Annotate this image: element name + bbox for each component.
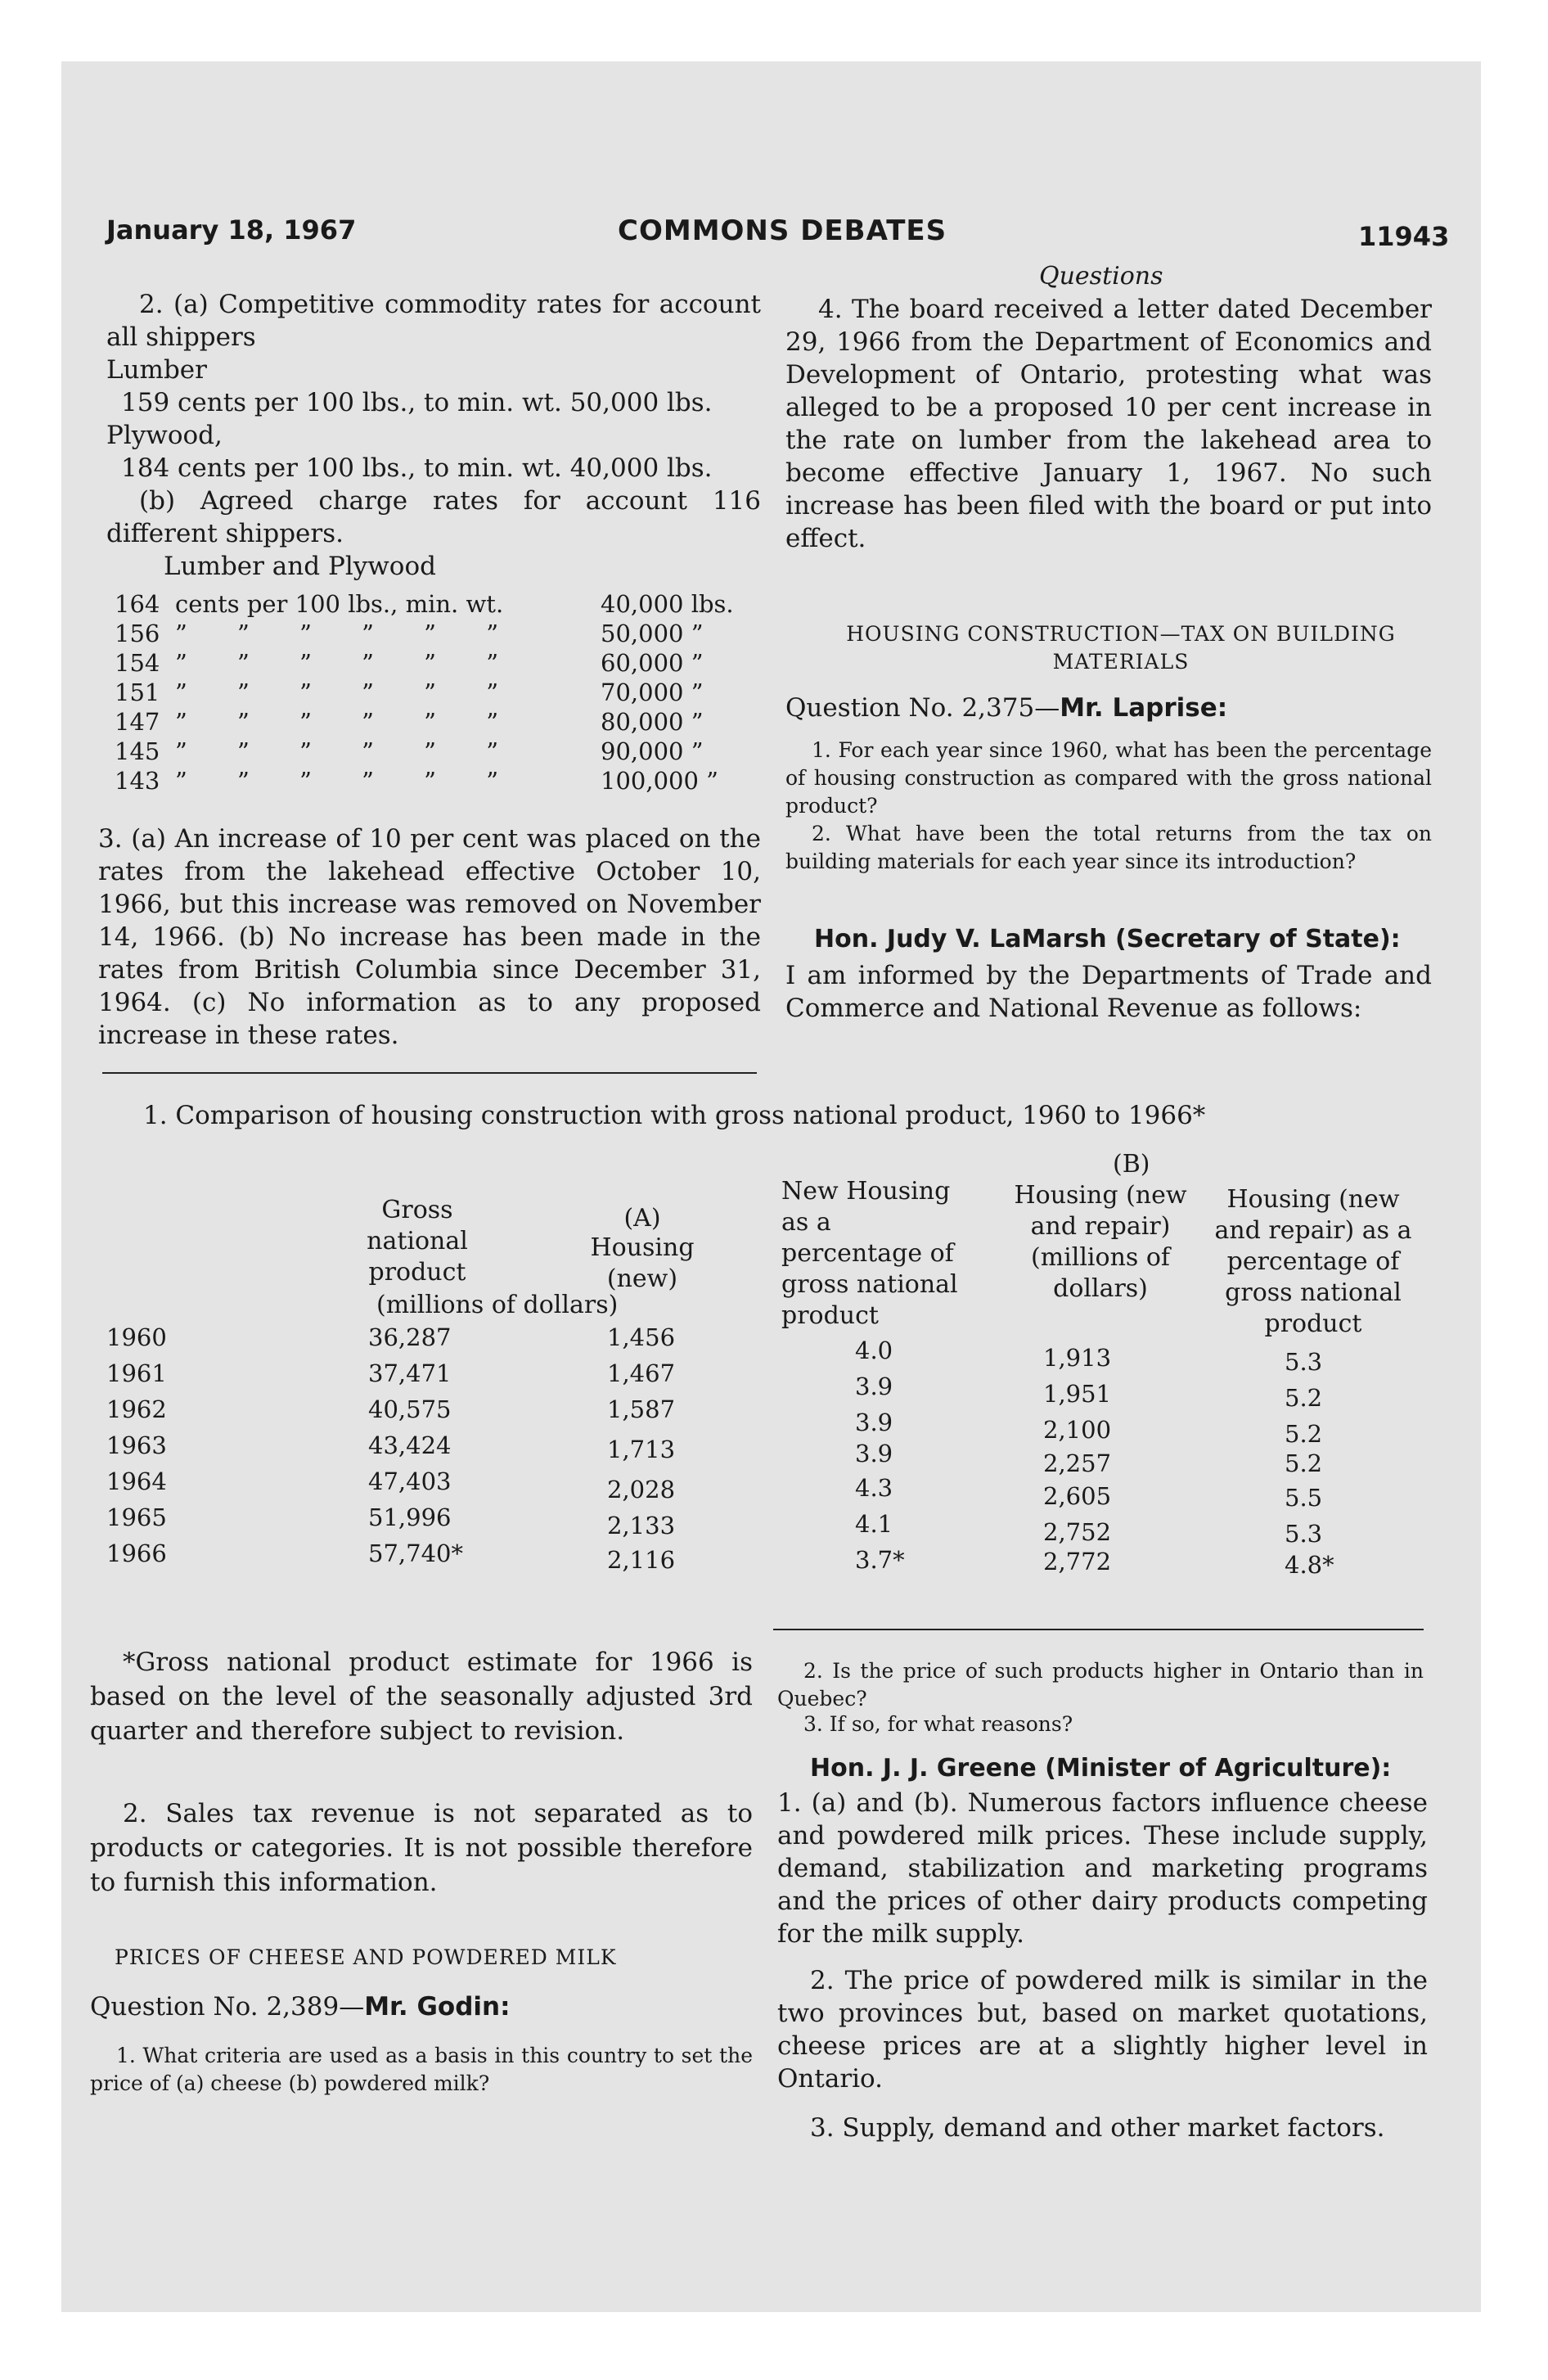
rate-middle: ” ” ” ” ” ” <box>175 737 520 765</box>
cell-year: 1962 <box>106 1395 167 1423</box>
header-a: Housing (new) <box>590 1233 695 1293</box>
cell-a: 1,456 <box>607 1323 676 1351</box>
header-a-label: (A) <box>623 1204 661 1233</box>
cell-pct-new: 4.3 <box>855 1474 893 1502</box>
cell-b: 1,913 <box>1043 1344 1112 1372</box>
rate-cents: 164 <box>115 590 160 618</box>
cell-pct-new: 4.0 <box>855 1336 893 1364</box>
rate-middle: ” ” ” ” ” ” <box>175 620 520 647</box>
plywood-rate: 184 cents per 100 lbs., to min. wt. 40,000 lbs. <box>121 453 713 483</box>
gnp-footnote: *Gross national product estimate for 1966 is based on the level of the seasonally adjusted 3rd quarter and therefore subject to revision. <box>90 1648 753 1746</box>
rate-cents: 156 <box>115 620 160 647</box>
header-units: (millions of dollars) <box>376 1291 619 1319</box>
rate-middle: ” ” ” ” ” ” <box>175 649 520 677</box>
questions-label: Questions <box>1039 262 1163 291</box>
rate-row <box>115 648 753 678</box>
rate-row <box>115 766 753 796</box>
cell-pct-all: 5.2 <box>1285 1420 1323 1448</box>
item-3: 3. (a) An increase of 10 per cent was placed on the rates from the lakehead effective October 10, 1966, but this increase was removed on November 14, 1966. (b) No increase has been made in the rates from British Columbia since December 31, 1964. (c) No information as to any proposed increase in these rates. <box>98 824 761 1050</box>
answer-speaker: Hon. Judy V. LaMarsh (Secretary of State): <box>814 925 1401 953</box>
plywood-label: Plywood, <box>106 421 223 450</box>
lumber-label: Lumber <box>106 355 207 385</box>
question-prefix: Question No. 2,375— <box>785 693 1060 723</box>
question-prefix: Question No. 2,389— <box>90 1992 365 2022</box>
cell-pct-new: 3.9 <box>855 1440 893 1467</box>
question-2375 <box>785 692 1432 724</box>
rate-middle: ” ” ” ” ” ” <box>175 708 520 736</box>
question-2389 <box>90 1990 511 2023</box>
rate-row <box>115 589 753 619</box>
answer-2-cheese: 2. The price of powdered milk is similar in the two provinces but, based on market quotations, cheese prices are at a slightly higher level in Ontario. <box>777 1966 1428 2094</box>
rate-weight: 100,000 ” <box>601 767 718 795</box>
question-2-cheese: 2. Is the price of such products higher in Ontario than in Quebec? <box>777 1659 1424 1711</box>
cell-pct-new: 4.1 <box>855 1510 893 1538</box>
cell-year: 1960 <box>106 1323 167 1351</box>
header-pct-new: New Housing as a percentage of gross national product <box>781 1177 958 1330</box>
header-b-label: (B) <box>1113 1150 1150 1179</box>
left-top-column <box>106 288 761 583</box>
cell-b: 2,752 <box>1043 1518 1112 1546</box>
cell-pct-all: 5.2 <box>1285 1384 1323 1412</box>
cell-year: 1965 <box>106 1503 167 1531</box>
rate-cents: 147 <box>115 708 160 736</box>
cell-gnp: 51,996 <box>368 1503 452 1531</box>
question-asker: Mr. Laprise: <box>1060 693 1228 723</box>
cell-a: 2,028 <box>607 1476 676 1503</box>
greene-speaker: Hon. J. J. Greene (Minister of Agriculture): <box>810 1754 1392 1783</box>
item-2b: (b) Agreed charge rates for account 116 different shippers. <box>106 486 761 548</box>
item-4: 4. The board received a letter dated December 29, 1966 from the Department of Economics and Development of Ontario, protesting what was alleged to be a proposed 10 per cent increase in the rate on lumber from the lakehead area to become effective January 1, 1967. No such increase has been filed with the board or put into effect. <box>785 295 1432 553</box>
rate-row <box>115 678 753 707</box>
cell-a: 2,116 <box>607 1546 676 1574</box>
item-2-sales-tax: 2. Sales tax revenue is not separated as to products or categories. It is not possible therefore to furnish this information. <box>90 1799 753 1897</box>
cell-pct-all: 4.8* <box>1285 1551 1334 1579</box>
cell-gnp: 37,471 <box>368 1359 452 1387</box>
cell-year: 1963 <box>106 1431 167 1459</box>
cell-gnp: 47,403 <box>368 1467 452 1495</box>
rate-cents: 151 <box>115 678 160 706</box>
cell-year: 1961 <box>106 1359 167 1387</box>
rate-cents: 154 <box>115 649 160 677</box>
item-2a: 2. (a) Competitive commodity rates for account all shippers <box>106 290 761 352</box>
cell-gnp: 40,575 <box>368 1395 452 1423</box>
cell-year: 1964 <box>106 1467 167 1495</box>
rate-weight: 60,000 ” <box>601 649 704 677</box>
rate-weight: 80,000 ” <box>601 708 704 736</box>
question-3-cheese: 3. If so, for what reasons? <box>803 1712 1073 1736</box>
cheese-section-title: PRICES OF CHEESE AND POWDERED MILK <box>115 1945 617 1969</box>
cell-a: 1,713 <box>607 1436 676 1463</box>
housing-section-title: HOUSING CONSTRUCTION—TAX ON BUILDING MATERIALS <box>846 622 1396 674</box>
cell-pct-all: 5.3 <box>1285 1520 1323 1548</box>
table-caption: 1. Comparison of housing construction with gross national product, 1960 to 1966* <box>143 1101 1206 1130</box>
rate-middle: ” ” ” ” ” ” <box>175 767 520 795</box>
rate-weight: 90,000 ” <box>601 737 704 765</box>
rate-middle: ” ” ” ” ” ” <box>175 678 520 706</box>
cell-b: 2,605 <box>1043 1482 1112 1510</box>
question-2: 2. What have been the total returns from the tax on building materials for each year since its introduction? <box>785 822 1432 873</box>
question-asker: Mr. Godin: <box>364 1992 511 2022</box>
cell-a: 1,587 <box>607 1395 676 1423</box>
cell-pct-all: 5.3 <box>1285 1348 1323 1376</box>
rate-row <box>115 707 753 737</box>
cell-a: 1,467 <box>607 1359 676 1387</box>
cell-pct-new: 3.9 <box>855 1373 893 1400</box>
page-date: January 18, 1967 <box>106 214 357 246</box>
lumber-rate: 159 cents per 100 lbs., to min. wt. 50,000 lbs. <box>121 388 713 417</box>
cell-pct-new: 3.9 <box>855 1409 893 1436</box>
cell-gnp: 57,740* <box>368 1539 463 1567</box>
cell-b: 2,772 <box>1043 1548 1112 1575</box>
cell-gnp: 43,424 <box>368 1431 452 1459</box>
header-b: Housing (new and repair) (millions of dollars) <box>1014 1181 1187 1303</box>
cell-pct-all: 5.2 <box>1285 1449 1323 1477</box>
lumber-plywood-label: Lumber and Plywood <box>164 552 436 581</box>
left-divider <box>102 1072 757 1074</box>
rate-cents: 145 <box>115 737 160 765</box>
rate-row <box>115 737 753 766</box>
rate-weight: 40,000 lbs. <box>601 590 734 618</box>
cell-a: 2,133 <box>607 1512 676 1539</box>
answer-1-cheese: 1. (a) and (b). Numerous factors influence cheese and powdered milk prices. These include supply, demand, stabilization and marketing programs and the prices of other dairy products competing for the milk supply. <box>777 1788 1428 1949</box>
cell-b: 2,100 <box>1043 1416 1112 1444</box>
header-pct-all: Housing (new and repair) as a percentage of gross national product <box>1214 1185 1412 1338</box>
page-number: 11943 <box>1358 221 1450 252</box>
cell-b: 1,951 <box>1043 1380 1112 1408</box>
cell-b: 2,257 <box>1043 1449 1112 1477</box>
rate-middle: cents per 100 lbs., min. wt. <box>175 590 504 618</box>
rate-cents: 143 <box>115 767 160 795</box>
cell-gnp: 36,287 <box>368 1323 452 1351</box>
cell-year: 1966 <box>106 1539 167 1567</box>
header-gnp: Gross national product <box>367 1196 468 1287</box>
answer-3-cheese: 3. Supply, demand and other market factors. <box>810 2113 1385 2143</box>
question-1-cheese: 1. What criteria are used as a basis in this country to set the price of (a) cheese (b) powdered milk? <box>90 2044 753 2095</box>
question-1: 1. For each year since 1960, what has been the percentage of housing construction as compared with the gross national product? <box>785 738 1432 818</box>
rates-table <box>115 589 753 796</box>
cell-pct-new: 3.7* <box>855 1546 905 1574</box>
right-divider <box>773 1629 1424 1630</box>
cell-pct-all: 5.5 <box>1285 1484 1323 1512</box>
rate-weight: 50,000 ” <box>601 620 704 647</box>
rate-weight: 70,000 ” <box>601 678 704 706</box>
rate-row <box>115 619 753 648</box>
page-title: COMMONS DEBATES <box>618 214 947 247</box>
answer-text: I am informed by the Departments of Trade and Commerce and National Revenue as follows: <box>785 961 1432 1023</box>
